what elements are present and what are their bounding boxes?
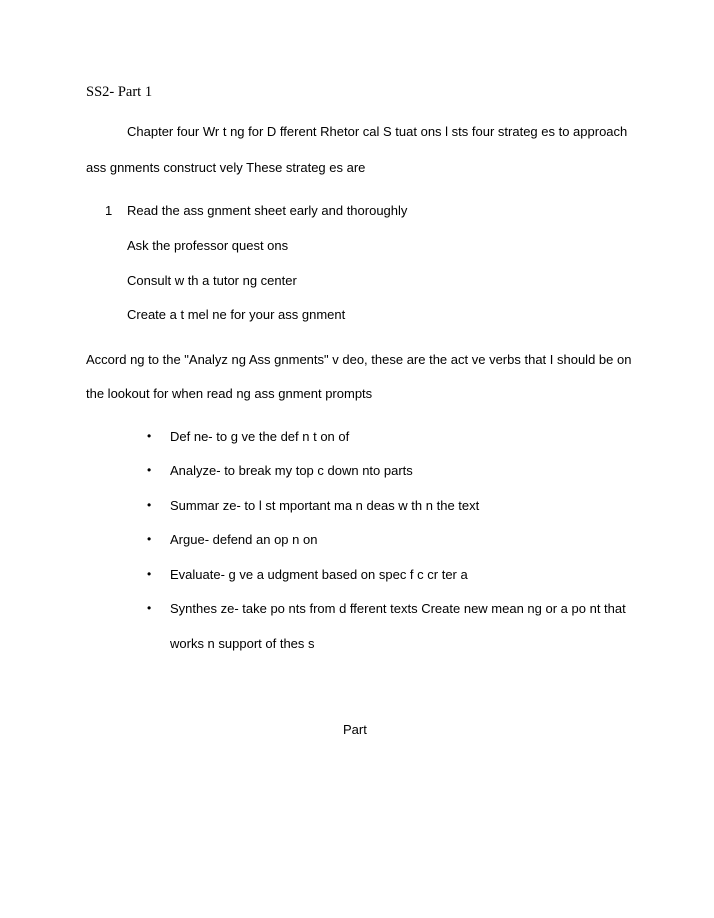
list-number: 1: [105, 203, 113, 218]
numbered-item-4: Create a t mel ne for your ass gnment: [127, 307, 346, 322]
bullet-item-6-continuation: works n support of thes s: [170, 636, 315, 651]
bullet-icon: •: [147, 429, 152, 443]
bullet-item-5: Evaluate- g ve a udgment based on spec f c cr ter a: [170, 567, 468, 582]
bullet-icon: •: [147, 532, 152, 546]
bullet-icon: •: [147, 601, 152, 615]
bullet-item-6: Synthes ze- take po nts from d fferent texts Create new mean ng or a po nt that: [170, 601, 626, 616]
bullet-icon: •: [147, 567, 152, 581]
bullet-icon: •: [147, 463, 152, 477]
numbered-item-1: Read the ass gnment sheet early and thoroughly: [127, 203, 408, 218]
intro-line-2: ass gnments construct vely These strateg es are: [86, 160, 366, 175]
para2-line-1: Accord ng to the "Analyz ng Ass gnments" v deo, these are the act ve verbs that I should be on: [86, 352, 632, 367]
intro-line-1: Chapter four Wr t ng for D fferent Rhetor cal S tuat ons l sts four strateg es to approach: [127, 124, 628, 139]
bullet-icon: •: [147, 498, 152, 512]
para2-line-2: the lookout for when read ng ass gnment prompts: [86, 386, 373, 401]
bullet-item-4: Argue- defend an op n on: [170, 532, 318, 547]
bullet-item-1: Def ne- to g ve the def n t on of: [170, 429, 350, 444]
document-heading: SS2- Part 1: [86, 84, 153, 100]
bullet-item-2: Analyze- to break my top c down nto parts: [170, 463, 413, 478]
bullet-item-3: Summar ze- to l st mportant ma n deas w th n the text: [170, 498, 480, 513]
footer-word: Part: [343, 722, 367, 737]
numbered-item-3: Consult w th a tutor ng center: [127, 273, 297, 288]
numbered-item-2: Ask the professor quest ons: [127, 238, 289, 253]
